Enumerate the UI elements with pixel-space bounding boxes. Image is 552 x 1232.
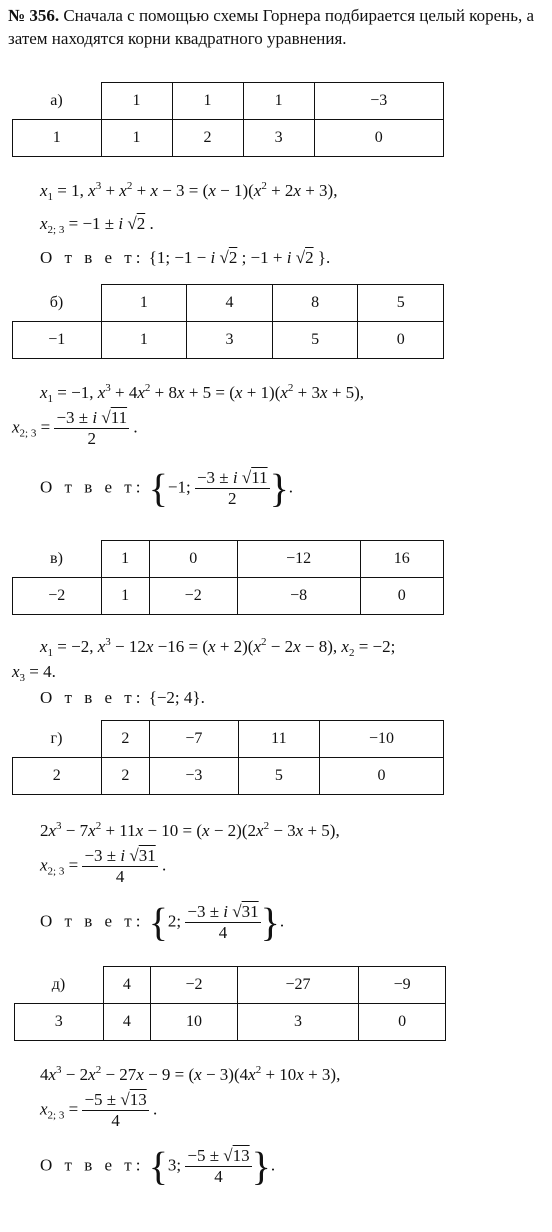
answer-a: О т в е т: {1; −1 − i √2 ; −1 + i √2 }. bbox=[40, 248, 331, 267]
coeff-cell: 8 bbox=[272, 285, 358, 322]
result-cell: 1 bbox=[101, 322, 187, 359]
result-cell: 3 bbox=[243, 120, 314, 157]
equation-g1: $2x^3 - 7x^2 + 11x - 10 = (x - 2)(2x^2 - 3x + 5)$, bbox=[40, 820, 340, 840]
answer-label: О т в е т: bbox=[40, 911, 145, 931]
coeff-cell: 1 bbox=[243, 83, 314, 120]
table-label: г) bbox=[13, 721, 102, 758]
problem-text: Сначала с помощью схемы Горнера подбирается целый корень, а затем находятся корни квадратного уравнения. bbox=[8, 6, 535, 48]
coeff-cell: −27 bbox=[237, 967, 358, 1004]
coeff-cell: −7 bbox=[150, 721, 239, 758]
answer-d: О т в е т: {3; $\frac{-5 \pm √13}{4}$ }. bbox=[40, 1143, 276, 1189]
coeff-cell: −12 bbox=[237, 541, 360, 578]
result-cell: 2 bbox=[172, 120, 243, 157]
problem-statement bbox=[8, 4, 544, 50]
result-cell: 0 bbox=[360, 578, 443, 615]
coeff-cell: 11 bbox=[238, 721, 319, 758]
coeff-cell: 1 bbox=[101, 541, 149, 578]
table-label: д) bbox=[15, 967, 104, 1004]
equation-v1: $x_1 = -2$, $x^3 - 12x -16 = (x + 2)(x^2 - 2x - 8)$, $x_2 = -2$; bbox=[40, 636, 396, 659]
equation-v2: $x_3 = 4$. bbox=[12, 662, 56, 684]
horner-table-a bbox=[12, 82, 444, 157]
equation-a2: $x_{2; 3} = -1 \pm i$ √2 . bbox=[40, 214, 154, 236]
table-label: а) bbox=[13, 83, 102, 120]
result-cell: 5 bbox=[238, 758, 319, 795]
equation-b1: $x_1 = -1$, $x^3 + 4x^2 + 8x + 5 = (x + 1)(x^2 + 3x + 5)$, bbox=[40, 382, 365, 405]
answer-label: О т в е т: bbox=[40, 1155, 145, 1175]
coeff-cell: −2 bbox=[151, 967, 238, 1004]
result-cell: 2 bbox=[101, 758, 150, 795]
result-cell: 3 bbox=[237, 1004, 358, 1041]
root-cell: −1 bbox=[13, 322, 102, 359]
horner-table-d bbox=[14, 966, 446, 1041]
result-cell: 0 bbox=[314, 120, 443, 157]
root-cell: 3 bbox=[15, 1004, 104, 1041]
coeff-cell: −3 bbox=[314, 83, 443, 120]
root-cell: −2 bbox=[13, 578, 102, 615]
answer-b: О т в е т: {−1; $\frac{-3 \pm i √11}{2}$ }. bbox=[40, 465, 294, 511]
horner-table-b bbox=[12, 284, 444, 359]
coeff-cell: 1 bbox=[101, 285, 187, 322]
result-cell: 3 bbox=[187, 322, 273, 359]
problem-number: № 356. bbox=[8, 6, 60, 25]
coeff-cell: 1 bbox=[101, 83, 172, 120]
result-cell: −8 bbox=[237, 578, 360, 615]
answer-label: О т в е т: bbox=[40, 688, 145, 707]
coeff-cell: 4 bbox=[103, 967, 151, 1004]
result-cell: 10 bbox=[151, 1004, 238, 1041]
equation-d2: $x_{2; 3}$ = $\frac{-5 \pm √13}{4}$ . bbox=[40, 1090, 158, 1130]
root-cell: 1 bbox=[13, 120, 102, 157]
coeff-cell: −10 bbox=[320, 721, 444, 758]
result-cell: 4 bbox=[103, 1004, 151, 1041]
equation-d1: $4x^3 - 2x^2 - 27x - 9 = (x - 3)(4x^2 + 10x + 3)$, bbox=[40, 1064, 341, 1084]
answer-v: О т в е т: {−2; 4}. bbox=[40, 688, 205, 707]
result-cell: 1 bbox=[101, 120, 172, 157]
table-label: б) bbox=[13, 285, 102, 322]
coeff-cell: −9 bbox=[359, 967, 446, 1004]
answer-g: О т в е т: {2; $\frac{-3 \pm i √31}{4}$ }. bbox=[40, 899, 285, 945]
answer-label: О т в е т: bbox=[40, 248, 145, 267]
equation-b2: $x_{2; 3}$ = $\frac{-3 \pm i √11}{2}$ . bbox=[12, 408, 138, 448]
coeff-cell: 16 bbox=[360, 541, 443, 578]
result-cell: 0 bbox=[320, 758, 444, 795]
result-cell: −3 bbox=[150, 758, 239, 795]
result-cell: 1 bbox=[101, 578, 149, 615]
answer-label: О т в е т: bbox=[40, 477, 145, 497]
table-label: в) bbox=[13, 541, 102, 578]
result-cell: 5 bbox=[272, 322, 358, 359]
result-cell: 0 bbox=[358, 322, 444, 359]
horner-table-g bbox=[12, 720, 444, 795]
result-cell: −2 bbox=[149, 578, 237, 615]
root-cell: 2 bbox=[13, 758, 102, 795]
equation-g2: $x_{2; 3}$ = $\frac{-3 \pm i √31}{4}$ . bbox=[40, 846, 167, 886]
coeff-cell: 1 bbox=[172, 83, 243, 120]
coeff-cell: 0 bbox=[149, 541, 237, 578]
equation-a1: $x_1 = 1$, $x^3 + x^2 + x - 3 = (x - 1)(x^2 + 2x + 3)$, bbox=[40, 180, 338, 203]
horner-table-v bbox=[12, 540, 444, 615]
coeff-cell: 4 bbox=[187, 285, 273, 322]
coeff-cell: 5 bbox=[358, 285, 444, 322]
result-cell: 0 bbox=[359, 1004, 446, 1041]
coeff-cell: 2 bbox=[101, 721, 150, 758]
